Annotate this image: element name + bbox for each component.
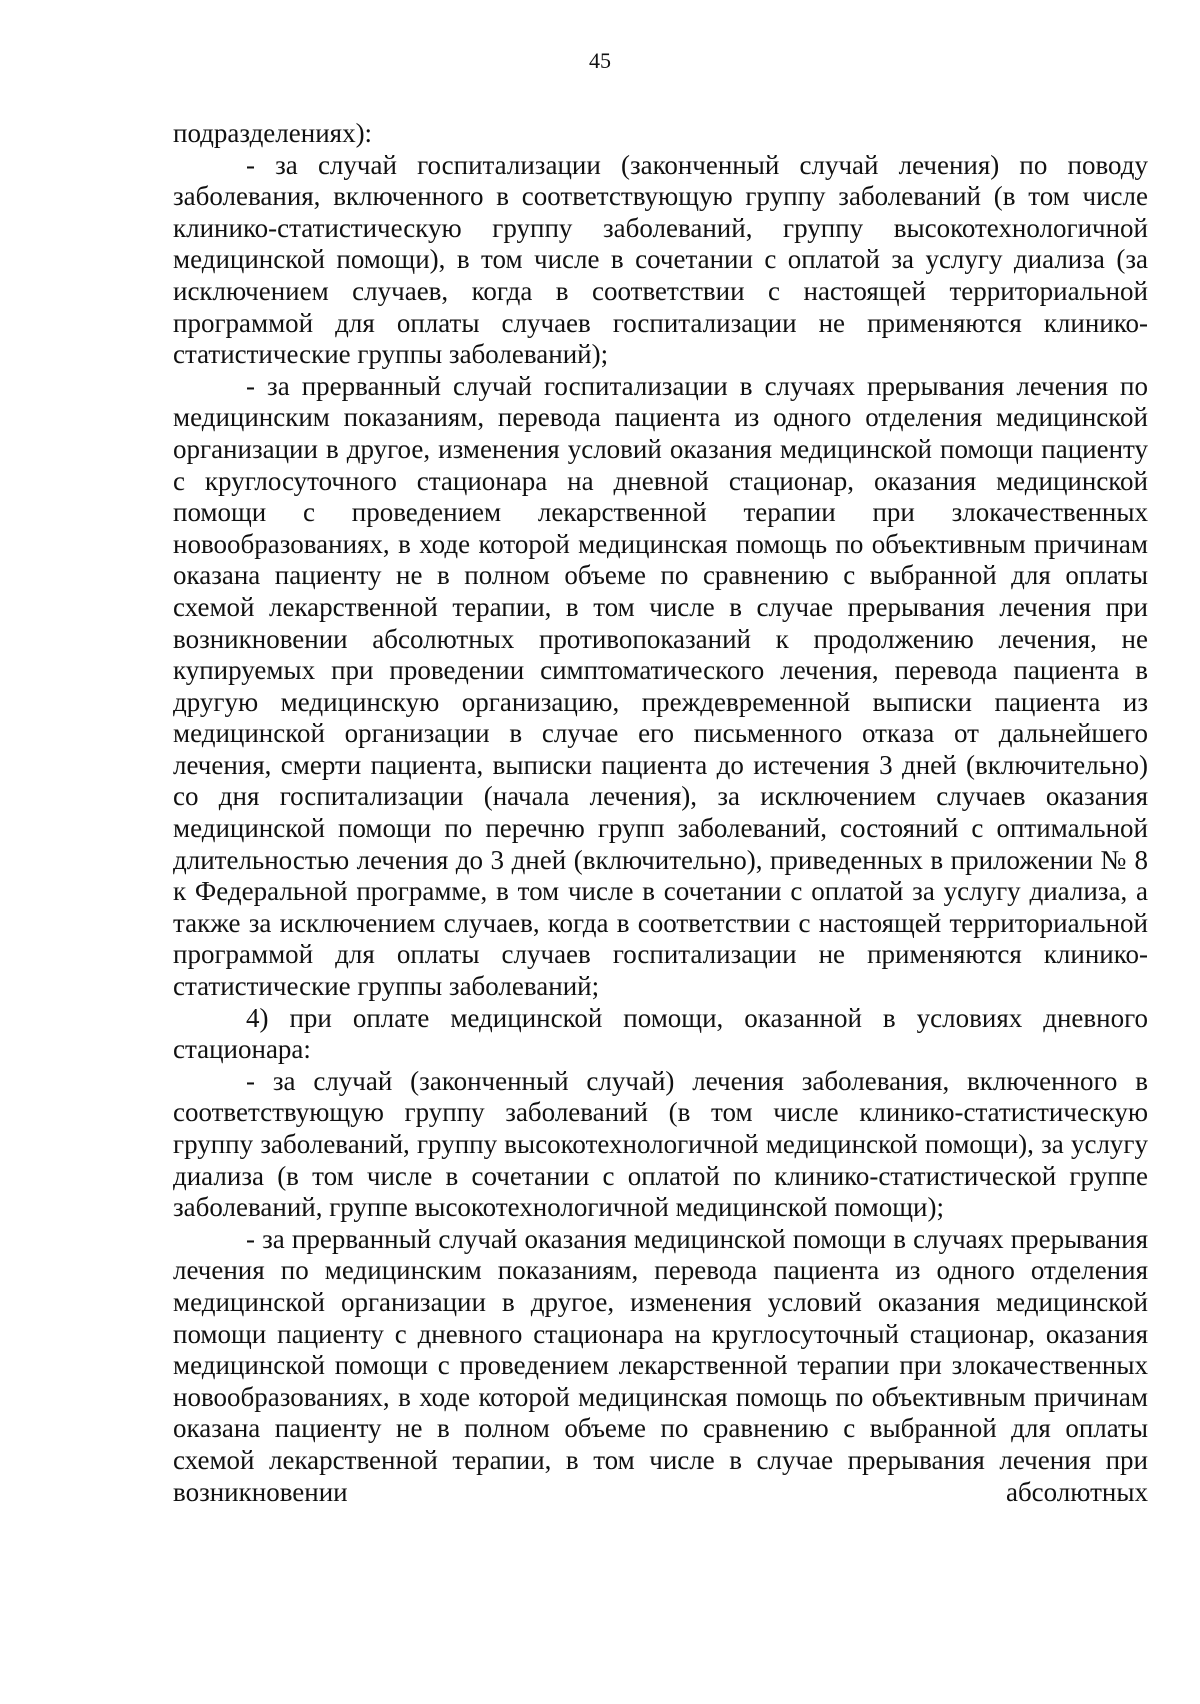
paragraph-day-hospital-case: - за случай (законченный случай) лечения заболевания, включенного в соответствующую группу заболеваний (в том числе клинико-статистическую группу заболеваний, группу высокотехнологичной медицинской помощи), за услугу диализа (в том числе в сочетании с оплатой по клинико-статистической группе заболеваний, группе высокотехнологичной медицинской помощи); [173,1065,1148,1223]
paragraph-interrupted-day-hospital-care: - за прерванный случай оказания медицинской помощи в случаях прерывания лечения по медицинским показаниям, перевода пациента из одного отделения медицинской организации в другое, изменения условий оказания медицинской помощи пациенту с дневного стационара на круглосуточный стационар, оказания медицинской помощи с проведением лекарственной терапии при злокачественных новообразованиях, в ходе которой медицинская помощь по объективным причинам оказана пациенту не в полном объеме по сравнению с выбранной для оплаты схемой лекарственной терапии, в том числе в случае прерывания лечения при возникновении абсолютных [173,1223,1148,1507]
document-body [173,118,1148,1508]
page-number: 45 [589,48,611,73]
paragraph-continuation: подразделениях): [173,118,373,148]
paragraph-day-hospital-payment: 4) при оплате медицинской помощи, оказанной в условиях дневного стационара: [173,1002,1148,1065]
paragraph-interrupted-hospitalization: - за прерванный случай госпитализации в случаях прерывания лечения по медицинским показаниям, перевода пациента из одного отделения медицинской организации в другое, изменения условий оказания медицинской помощи пациенту с круглосуточного стационара на дневной стационар, оказания медицинской помощи с проведением лекарственной терапии при злокачественных новообразованиях, в ходе которой медицинская помощь по объективным причинам оказана пациенту не в полном объеме по сравнению с выбранной для оплаты схемой лекарственной терапии, в том числе в случае прерывания лечения при возникновении абсолютных противопоказаний к продолжению лечения, не купируемых при проведении симптоматического лечения, перевода пациента в другую медицинскую организацию, преждевременной выписки пациента из медицинской организации в случае его письменного отказа от дальнейшего лечения, смерти пациента, выписки пациента до истечения 3 дней (включительно) со дня госпитализации (начала лечения), за исключением случаев оказания медицинской помощи по перечню групп заболеваний, состояний с оптимальной длительностью лечения до 3 дней (включительно), приведенных в приложении № 8 к Федеральной программе, в том числе в сочетании с оплатой за услугу диализа, а также за исключением случаев, когда в соответствии с настоящей территориальной программой для оплаты случаев госпитализации не применяются клинико-статистические группы заболеваний; [173,370,1148,1002]
paragraph-hospitalization-case: - за случай госпитализации (законченный случай лечения) по поводу заболевания, включенного в соответствующую группу заболеваний (в том числе клинико-статистическую группу заболеваний, группу высокотехнологичной медицинской помощи), в том числе в сочетании с оплатой за услугу диализа (за исключением случаев, когда в соответствии с настоящей территориальной программой для оплаты случаев госпитализации не применяются клинико-статистические группы заболеваний); [173,149,1148,370]
